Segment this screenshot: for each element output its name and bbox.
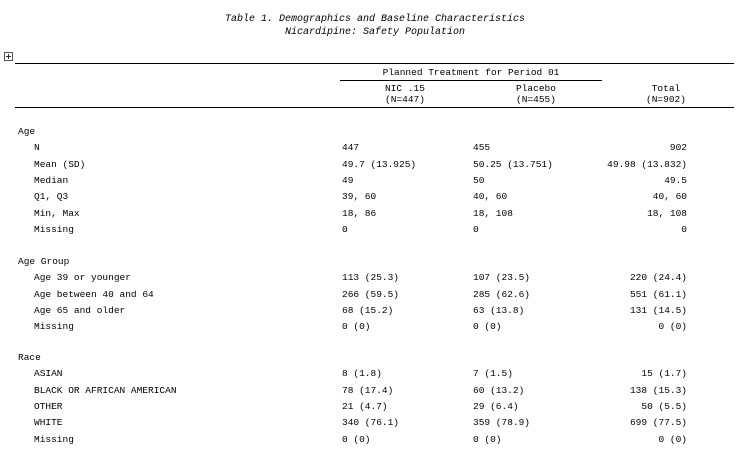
table-cell: 40, 60 — [652, 191, 687, 202]
table-cell: 8 (1.8) — [342, 368, 382, 379]
row-label: Missing — [34, 224, 74, 235]
table-cell: 0 (0) — [342, 321, 371, 332]
table-cell: 551 (61.1) — [629, 289, 687, 300]
spanning-header: Planned Treatment for Period 01 — [382, 67, 560, 78]
table-cell: 49.7 (13.925) — [342, 159, 417, 170]
expand-table-icon[interactable] — [4, 52, 13, 61]
section-label: Age Group — [18, 256, 70, 267]
table-subtitle: Nicardipine: Safety Population — [284, 27, 466, 38]
section-label: Age — [18, 126, 36, 137]
table-cell: 50.25 (13.751) — [473, 159, 553, 170]
table-cell: 113 (25.3) — [342, 272, 400, 283]
table-cell: 18, 86 — [342, 208, 377, 219]
column-header-placebo-n: (N=455) — [516, 94, 556, 105]
row-label: OTHER — [34, 401, 63, 412]
column-header-total: Total — [651, 83, 681, 94]
table-cell: 138 (15.3) — [629, 385, 687, 396]
table-cell: 0 (0) — [342, 434, 371, 445]
column-header-nic-n: (N=447) — [385, 94, 425, 105]
table-cell: 699 (77.5) — [629, 417, 687, 428]
table-cell: 63 (13.8) — [473, 305, 525, 316]
table-cell: 0 (0) — [658, 434, 687, 445]
table-cell: 131 (14.5) — [629, 305, 687, 316]
table-cell: 455 — [473, 142, 491, 153]
table-cell: 18, 108 — [473, 208, 513, 219]
table-cell: 340 (76.1) — [342, 417, 400, 428]
row-label: Mean (SD) — [34, 159, 86, 170]
spanning-header-rule — [340, 80, 602, 81]
table-cell: 902 — [669, 142, 687, 153]
table-cell: 0 — [473, 224, 479, 235]
table-cell: 107 (23.5) — [473, 272, 531, 283]
row-label: ASIAN — [34, 368, 63, 379]
column-header-placebo: Placebo — [516, 83, 556, 94]
row-label: Missing — [34, 321, 74, 332]
table-cell: 49.5 — [664, 175, 687, 186]
header-bottom-rule — [15, 107, 734, 108]
table-cell: 7 (1.5) — [473, 368, 513, 379]
table-cell: 21 (4.7) — [342, 401, 388, 412]
table-cell: 15 (1.7) — [641, 368, 687, 379]
section-label: Race — [18, 352, 41, 363]
row-label: BLACK OR AFRICAN AMERICAN — [34, 385, 177, 396]
table-cell: 29 (6.4) — [473, 401, 519, 412]
table-cell: 40, 60 — [473, 191, 508, 202]
table-cell: 220 (24.4) — [629, 272, 687, 283]
row-label: Missing — [34, 434, 74, 445]
table-cell: 78 (17.4) — [342, 385, 394, 396]
row-label: N — [34, 142, 40, 153]
row-label: Age 65 and older — [34, 305, 126, 316]
row-label: Age 39 or younger — [34, 272, 131, 283]
table-cell: 266 (59.5) — [342, 289, 400, 300]
row-label: Age between 40 and 64 — [34, 289, 154, 300]
table-cell: 39, 60 — [342, 191, 377, 202]
table-cell: 49.98 (13.832) — [607, 159, 687, 170]
table-cell: 49 — [342, 175, 354, 186]
table-top-rule — [15, 63, 734, 64]
table-cell: 447 — [342, 142, 360, 153]
table-cell: 50 (5.5) — [641, 401, 687, 412]
table-cell: 50 — [473, 175, 485, 186]
column-header-nic: NIC .15 — [385, 83, 425, 94]
table-cell: 0 (0) — [473, 434, 502, 445]
column-header-total-n: (N=902) — [646, 94, 686, 105]
table-cell: 0 — [681, 224, 687, 235]
table-cell: 285 (62.6) — [473, 289, 531, 300]
table-cell: 359 (78.9) — [473, 417, 531, 428]
row-label: WHITE — [34, 417, 63, 428]
table-title: Table 1. Demographics and Baseline Characteristics — [224, 14, 526, 25]
table-cell: 0 (0) — [658, 321, 687, 332]
table-cell: 0 (0) — [473, 321, 502, 332]
table-cell: 18, 108 — [647, 208, 687, 219]
table-cell: 0 — [342, 224, 348, 235]
table-cell: 60 (13.2) — [473, 385, 525, 396]
row-label: Min, Max — [34, 208, 80, 219]
row-label: Median — [34, 175, 69, 186]
row-label: Q1, Q3 — [34, 191, 69, 202]
table-cell: 68 (15.2) — [342, 305, 394, 316]
